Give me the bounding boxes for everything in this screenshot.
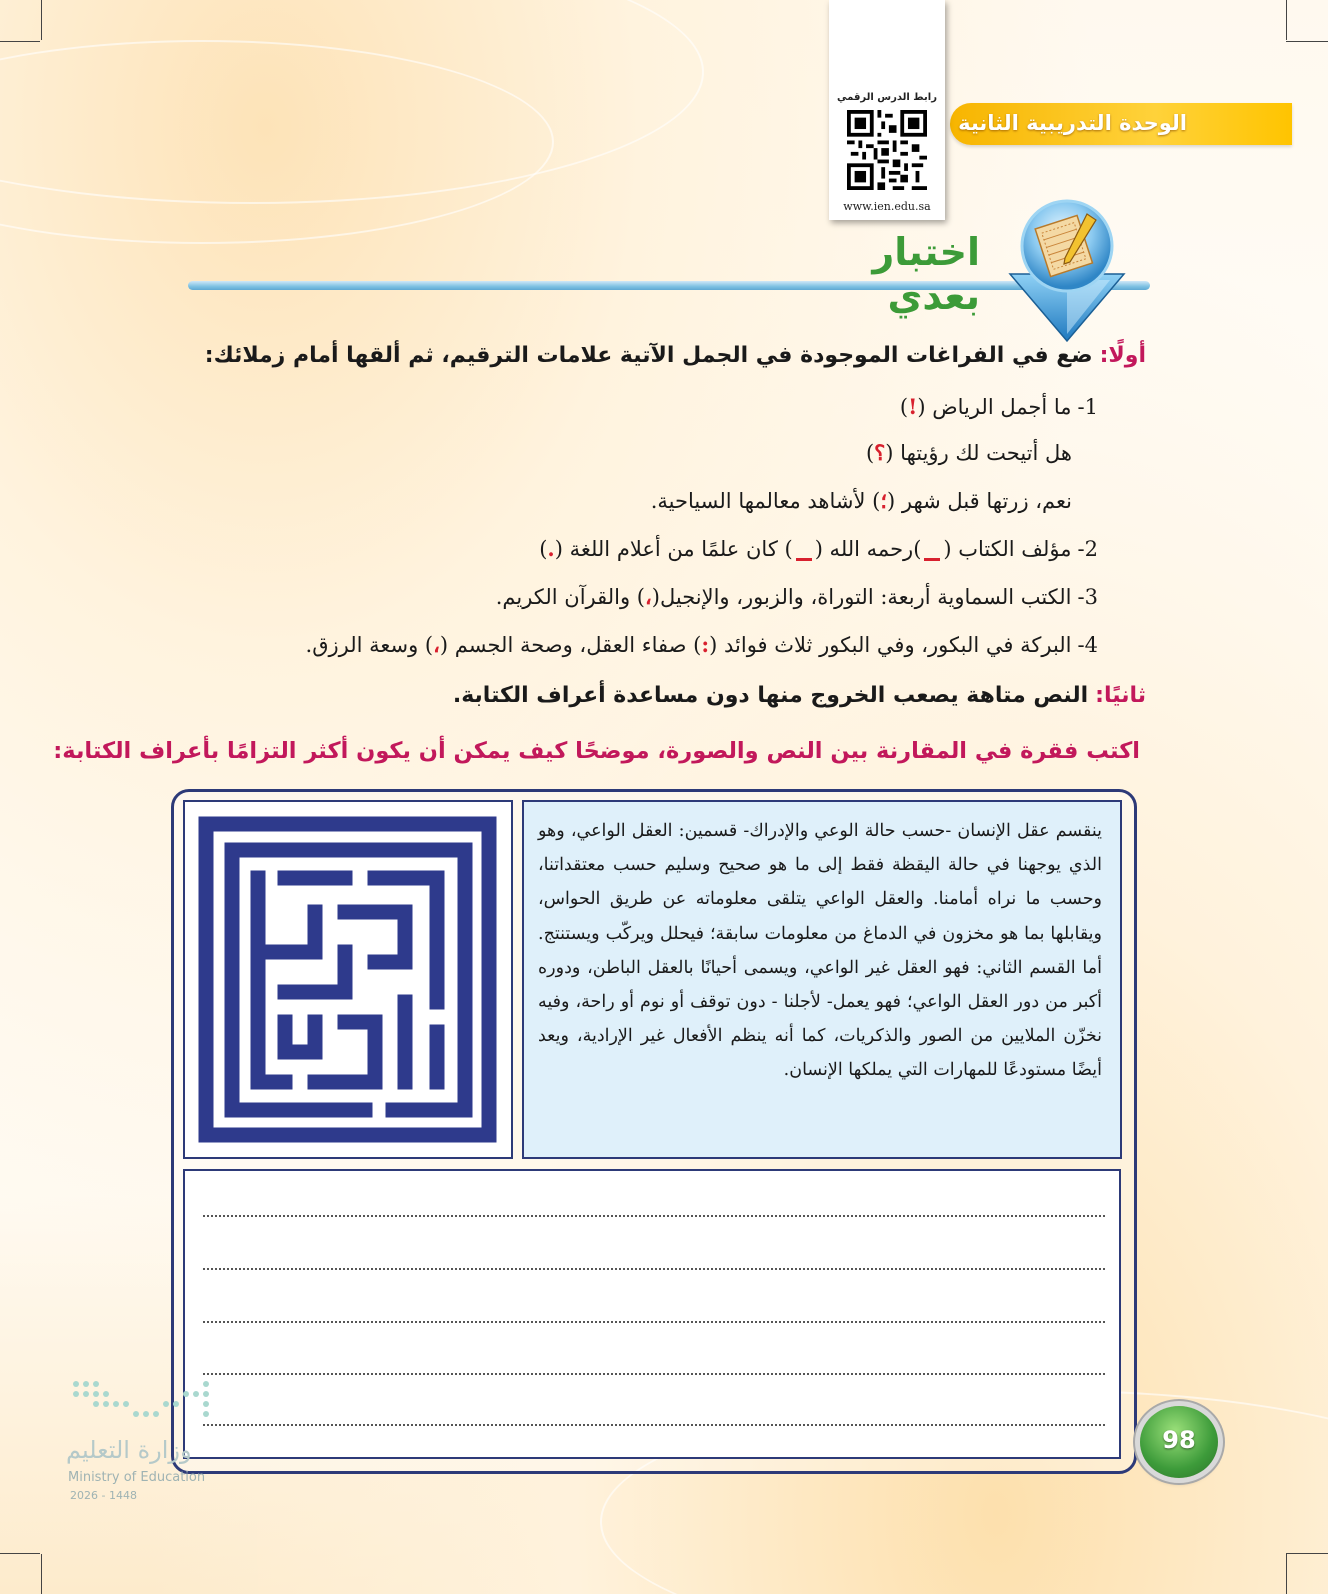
item-text: )رحمه الله ( bbox=[814, 537, 922, 561]
ministry-name-en: Ministry of Education bbox=[68, 1470, 206, 1485]
exercise-item bbox=[866, 440, 1072, 465]
edition-year: 2026 - 1448 bbox=[70, 1489, 137, 1502]
item-text: ) صفاء العقل، وصحة الجسم ( bbox=[439, 633, 702, 657]
item-text: ) وسعة الرزق. bbox=[305, 633, 434, 657]
passage-text: ينقسم عقل الإنسان -حسب حالة الوعي والإدراك- قسمين: العقل الواعي، وهو الذي يوجهنا في حالة اليقظة فقط إلى ما هو صحيح وسليم حسب معتقداتنا، وحسب ما نراه أمامنا. والعقل الواعي يتلقى معلوماته عن طريق الحواس، ويقابلها بما هو مخزون في الدماغ من معلومات سابقة؛ فيحلل ويركّب ويستنتج. أما القسم الثاني: فهو العقل غير الواعي، ويسمى أحيانًا بالعقل الباطن، ودوره أكبر من دور العقل الواعي؛ فهو يعمل- لأجلنا - دون توقف أو نوم أو راحة، وفيه نخزّن الملايين من الصور والذكريات، كما أنه ينظم الأفعال غير الإرادية، ويعد أيضًا مستودعًا للمهارات التي يملكها الإنسان. bbox=[538, 821, 1102, 1081]
crop-mark bbox=[1286, 1554, 1287, 1594]
crop-mark bbox=[0, 41, 40, 42]
punctuation-answer[interactable]: ، bbox=[645, 584, 652, 609]
qr-label: رابط الدرس الرقمي bbox=[837, 92, 937, 103]
item-text: هل أتيحت لك رؤيتها ( bbox=[885, 441, 1072, 465]
item-text: ) والقرآن الكريم. bbox=[495, 585, 645, 609]
crop-mark bbox=[1286, 1553, 1328, 1554]
answer-area[interactable] bbox=[183, 1169, 1121, 1459]
item-text: ) bbox=[865, 441, 875, 465]
writing-line[interactable] bbox=[203, 1321, 1105, 1323]
digital-lesson-card[interactable] bbox=[829, 0, 945, 220]
part2-label: ثانيًا: bbox=[1095, 683, 1146, 708]
item-number: 2- bbox=[1077, 537, 1098, 561]
blank-answer[interactable] bbox=[924, 540, 940, 561]
item-text: مؤلف الكتاب ( bbox=[943, 537, 1072, 561]
exercise-item bbox=[306, 632, 1098, 657]
writing-task: اكتب فقرة في المقارنة بين النص والصورة، موضحًا كيف يمكن أن يكون أكثر التزامًا بأعراف الكتابة: bbox=[53, 738, 1140, 764]
item-number: 4- bbox=[1077, 633, 1098, 657]
part1-instruction bbox=[205, 343, 1146, 368]
crop-mark bbox=[1286, 41, 1328, 42]
item-text: ) bbox=[899, 395, 909, 419]
writing-line[interactable] bbox=[203, 1268, 1105, 1270]
page-number-badge bbox=[1140, 1406, 1218, 1478]
item-text: ) كان علمًا من أعلام اللغة ( bbox=[554, 537, 793, 561]
part2-instruction bbox=[453, 683, 1146, 708]
item-number: 3- bbox=[1077, 585, 1098, 609]
item-text: نعم، زرتها قبل شهر ( bbox=[887, 489, 1072, 513]
qr-url[interactable]: www.ien.edu.sa bbox=[843, 200, 931, 213]
section-title: اختبار بعدي bbox=[872, 230, 980, 318]
part1-label: أولًا: bbox=[1099, 343, 1146, 368]
exercise-item bbox=[496, 584, 1098, 609]
writing-line[interactable] bbox=[203, 1424, 1105, 1426]
writing-line[interactable] bbox=[203, 1373, 1105, 1375]
writing-line[interactable] bbox=[203, 1215, 1105, 1217]
blank-answer[interactable] bbox=[796, 540, 812, 561]
exercise-item bbox=[651, 488, 1072, 513]
item-number: 1- bbox=[1077, 395, 1098, 419]
page-number: 98 bbox=[1162, 1426, 1196, 1454]
unit-banner bbox=[950, 103, 1292, 145]
unit-label: الوحدة التدريبية الثانية bbox=[958, 111, 1187, 135]
item-text: ) لأشاهد معالمها السياحية. bbox=[650, 489, 881, 513]
passage-box bbox=[522, 800, 1122, 1159]
crop-mark bbox=[0, 1553, 40, 1554]
item-text: ما أجمل الرياض ( bbox=[917, 395, 1072, 419]
exercise-item bbox=[539, 536, 1098, 561]
crop-mark bbox=[41, 0, 42, 40]
crop-mark bbox=[41, 1554, 42, 1594]
punctuation-answer[interactable]: ! bbox=[908, 394, 918, 419]
exercise-item bbox=[900, 394, 1098, 419]
punctuation-answer[interactable]: ، bbox=[433, 632, 440, 657]
exam-paper-icon bbox=[992, 196, 1142, 346]
maze-icon bbox=[185, 802, 511, 1157]
part2-text: النص متاهة يصعب الخروج منها دون مساعدة أعراف الكتابة. bbox=[452, 683, 1089, 708]
item-text: الكتب السماوية أربعة: التوراة، والزبور، والإنجيل( bbox=[651, 585, 1072, 609]
punctuation-answer[interactable]: . bbox=[547, 536, 555, 561]
punctuation-answer[interactable]: ؟ bbox=[874, 440, 886, 465]
maze-image bbox=[183, 800, 513, 1159]
part1-text: ضع في الفراغات الموجودة في الجمل الآتية علامات الترقيم، ثم ألقها أمام زملائك: bbox=[204, 343, 1093, 368]
item-text: ) bbox=[539, 537, 548, 561]
punctuation-answer[interactable]: : bbox=[701, 632, 710, 657]
item-text: البركة في البكور، وفي البكور ثلاث فوائد ( bbox=[709, 633, 1072, 657]
ministry-name-ar: وزارة التعليم bbox=[66, 1436, 192, 1464]
punctuation-answer[interactable]: ؛ bbox=[880, 488, 888, 513]
qr-code-icon[interactable] bbox=[847, 110, 927, 190]
crop-mark bbox=[1286, 0, 1287, 40]
